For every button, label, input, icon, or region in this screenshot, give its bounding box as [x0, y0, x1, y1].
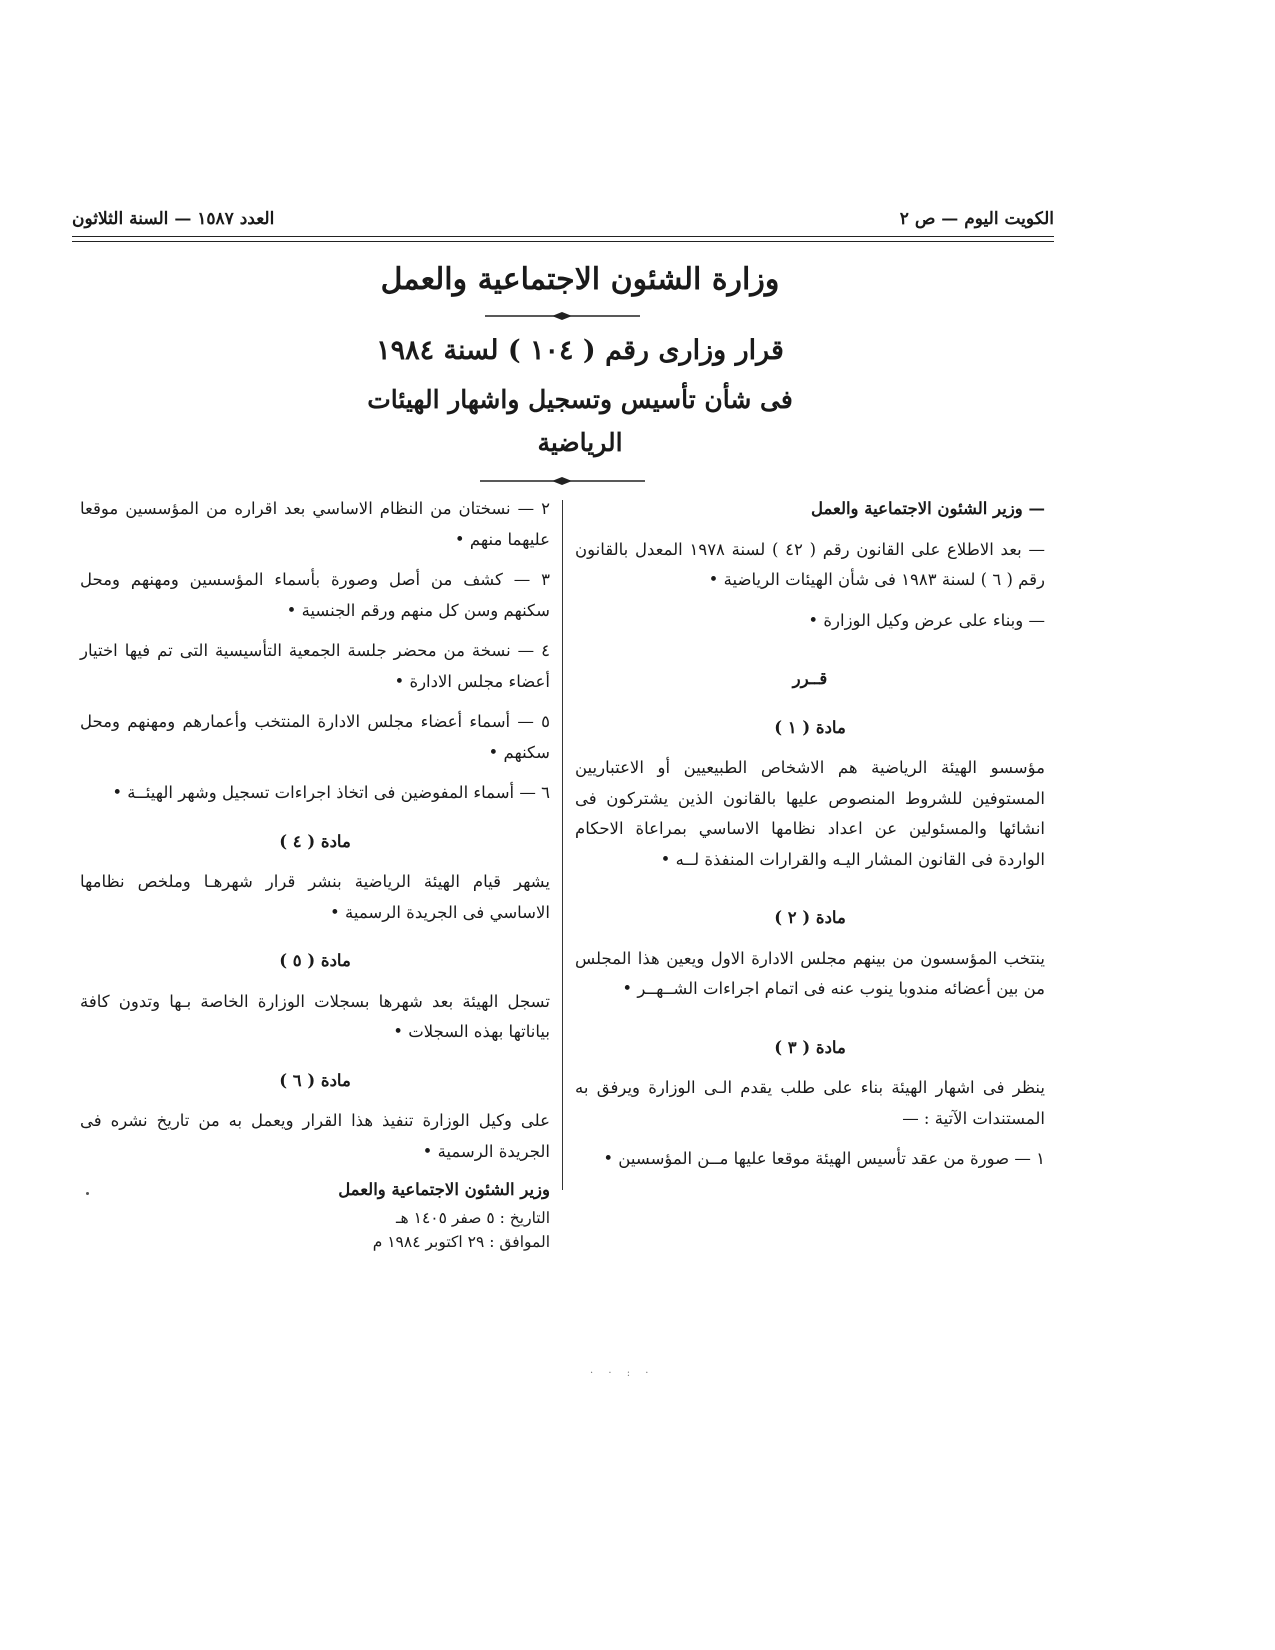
article-5-heading: مادة ( ٥ ) [279, 951, 351, 970]
ministry-title: وزارة الشئون الاجتماعية والعمل [380, 262, 780, 297]
article-6-heading: مادة ( ٦ ) [279, 1070, 351, 1090]
article-2-text: ينتخب المؤسسون من بينهم مجلس الادارة الاول ويعين هذا المجلس من بين أعضائه مندوبا ينوب عنه فى اتمام اجراءات الشــهــر • [575, 948, 1045, 998]
decree-subject-line-2: الرياضية [537, 428, 623, 457]
decided-heading: قــرر [792, 669, 828, 688]
article-2-heading: مادة ( ٢ ) [774, 908, 846, 927]
header-rule-thin [72, 241, 1054, 242]
article-4-heading: مادة ( ٤ ) [279, 831, 351, 851]
left-column [80, 494, 550, 1254]
column-divider [562, 500, 563, 1190]
article-3-item-3: ٣ — كشف من أصل وصورة بأسماء المؤسسين ومهنهم ومحل سكنهم وسن كل منهم ورقم الجنسية • [80, 570, 550, 620]
article-1-heading: مادة ( ١ ) [774, 717, 846, 737]
article-6-text: على وكيل الوزارة تنفيذ هذا القرار ويعمل به من تاريخ نشره فى الجريدة الرسمية • [80, 1111, 550, 1161]
body-ornament-divider [0, 476, 1275, 486]
header-issue-page: الكويت اليوم — ص ٢ [899, 209, 1054, 229]
article-5-text: تسجل الهيئة بعد شهرها بسجلات الوزارة الخاصة بـها وتدون كافة بياناتها بهذه السجلات • [80, 991, 550, 1041]
article-1-text: مؤسسو الهيئة الرياضية هم الاشخاص الطبيعيين أو الاعتباريين المستوفين للشروط المنصوص عليها بالقانون الذين يشتركون فى انشائها والمسئولين عن اعداد نظامها الاساسي بمراعاة الاحكام الواردة فى القانون المشار اليـه والقرارات المنفذة لــه • [575, 758, 1045, 869]
article-3-text: ينظر فى اشهار الهيئة بناء على طلب يقدم الـى الوزارة ويرفق به المستندات الآتية : — [575, 1078, 1045, 1128]
article-3-item-6: ٦ — أسماء المفوضين فى اتخاذ اجراءات تسجيل وشهر الهيئــة • [112, 783, 550, 802]
scan-specks: · · : · [590, 1368, 655, 1379]
title-ornament-divider [0, 311, 1275, 321]
article-3-item-5: ٥ — أسماء أعضاء مجلس الادارة المنتخب وأعمارهم ومهنهم ومحل سكنهم • [80, 712, 550, 762]
article-3-heading: مادة ( ٣ ) [774, 1037, 846, 1057]
preamble-proposal: — وبناء على عرض وكيل الوزارة • [808, 610, 1045, 630]
issuer-line: — وزير الشئون الاجتماعية والعمل [810, 499, 1045, 518]
article-3-item-4: ٤ — نسخة من محضر جلسة الجمعية التأسيسية التى تم فيها اختيار أعضاء مجلس الادارة • [80, 641, 550, 691]
date-gregorian: الموافق : ٢٩ اكتوبر ١٩٨٤ م [372, 1232, 550, 1251]
right-column [575, 494, 1045, 1175]
signature-minister: وزير الشئون الاجتماعية والعمل [338, 1180, 550, 1199]
date-hijri: التاريخ : ٥ صفر ١٤٠٥ هـ [395, 1208, 550, 1227]
decree-title: قرار وزارى رقم ( ١٠٤ ) لسنة ١٩٨٤ [376, 335, 784, 366]
decree-subject-line-1: فى شأن تأسيس وتسجيل واشهار الهيئات [367, 385, 793, 414]
header-rule [72, 236, 1054, 237]
scan-speck [86, 1192, 89, 1195]
running-header [72, 203, 1054, 235]
preamble-law-reference: — بعد الاطلاع على القانون رقم ( ٤٢ ) لسنة ١٩٧٨ المعدل بالقانون رقم ( ٦ ) لسنة ١٩٨٣ فى شأن الهيئات الرياضية • [575, 539, 1045, 589]
article-3-item-2: ٢ — نسختان من النظام الاساسي بعد اقراره من المؤسسين موقعا عليهما منهم • [80, 499, 550, 549]
article-4-text: يشهر قيام الهيئة الرياضية بنشر قرار شهرهـا وملخص نظامها الاساسي فى الجريدة الرسمية • [80, 872, 550, 922]
article-3-item-1: ١ — صورة من عقد تأسيس الهيئة موقعا عليها مــن المؤسسين • [603, 1149, 1045, 1168]
header-issue-number: العدد ١٥٨٧ — السنة الثلاثون [72, 209, 275, 229]
